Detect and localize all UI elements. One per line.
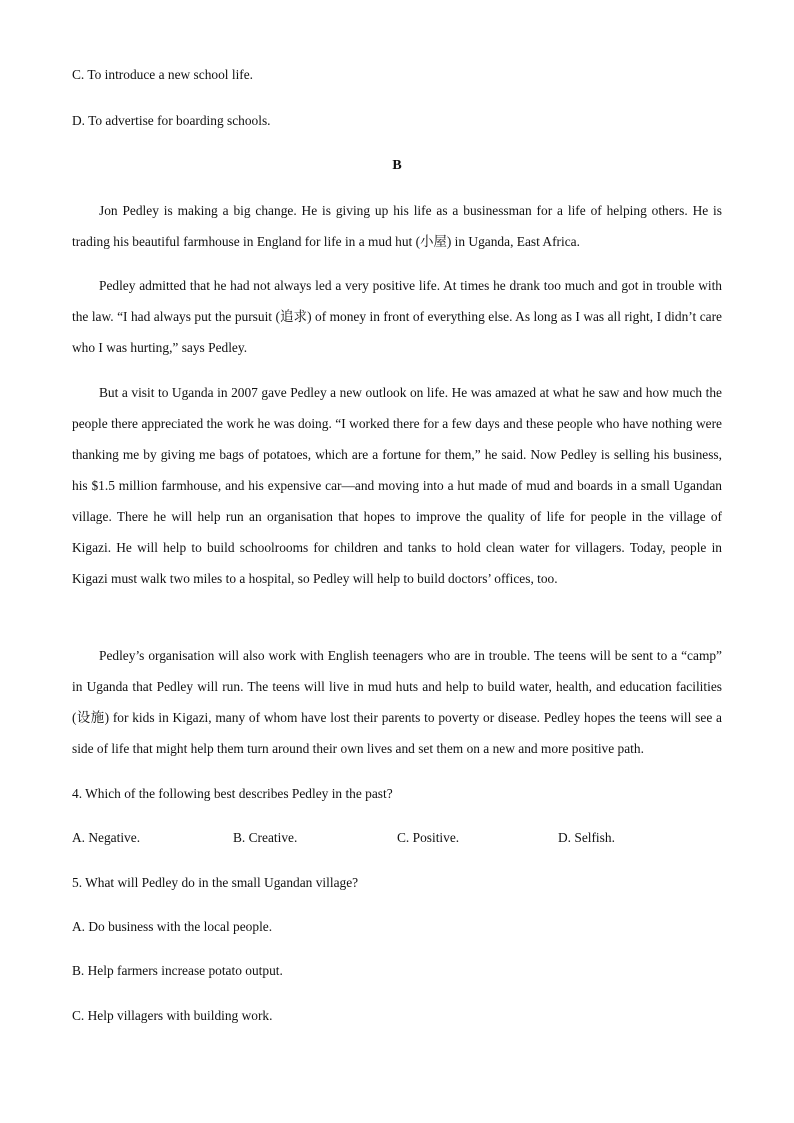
- passage-paragraph-4: Pedley’s organisation will also work with English teenagers who are in trouble. The teens will be sent to a “camp” in Uganda that Pedley will run. The teens will live in mud huts and help to build water, health, and education facilities (设施) for kids in Kigazi, many of whom have lost their parents to poverty or disease. Pedley hopes the teens will see a side of life that might help them turn around their own lives and set them on a new and more positive path.: [72, 648, 722, 756]
- question-5-option-b: B. Help farmers increase potato output.: [72, 963, 283, 978]
- prev-question-option-c: C. To introduce a new school life.: [72, 67, 254, 82]
- question-5-stem: 5. What will Pedley do in the small Ugandan village?: [72, 875, 359, 890]
- question-4-option-d: D. Selfish.: [558, 830, 615, 845]
- passage-paragraph-2: Pedley admitted that he had not always led a very positive life. At times he drank too much and got in trouble with the law. “I had always put the pursuit (追求) of money in front of everything else. As long as I was all right, I didn’t care who I was hurting,” says Pedley.: [72, 278, 722, 355]
- passage-paragraph-1: Jon Pedley is making a big change. He is giving up his life as a businessman for a life of helping others. He is trading his beautiful farmhouse in England for life in a mud hut (小屋) in Uganda, East Africa.: [72, 203, 722, 249]
- section-heading: B: [392, 158, 402, 173]
- question-4-stem: 4. Which of the following best describes Pedley in the past?: [72, 786, 393, 801]
- question-4-option-c: C. Positive.: [397, 830, 460, 845]
- question-4-option-b: B. Creative.: [233, 830, 298, 845]
- passage-paragraph-3: But a visit to Uganda in 2007 gave Pedley a new outlook on life. He was amazed at what he saw and how much the people there appreciated the work he was doing. “I worked there for a few days and these people who have nothing were thanking me by giving me bags of potatoes, which are a fortune for them,” he said. Now Pedley is selling his business, his $1.5 million farmhouse, and his expensive car—and moving into a hut made of mud and boards in a small Ugandan village. There he will help run an organisation that hopes to improve the quality of life for people in the village of Kigazi. He will help to build schoolrooms for children and tanks to hold clean water for villagers. Today, people in Kigazi must walk two miles to a hospital, so Pedley will help to build doctors’ offices, too.: [72, 385, 722, 586]
- question-4-option-a: A. Negative.: [72, 830, 141, 845]
- question-5-option-a: A. Do business with the local people.: [72, 919, 273, 934]
- prev-question-option-d: D. To advertise for boarding schools.: [72, 113, 271, 128]
- question-5-option-c: C. Help villagers with building work.: [72, 1008, 273, 1023]
